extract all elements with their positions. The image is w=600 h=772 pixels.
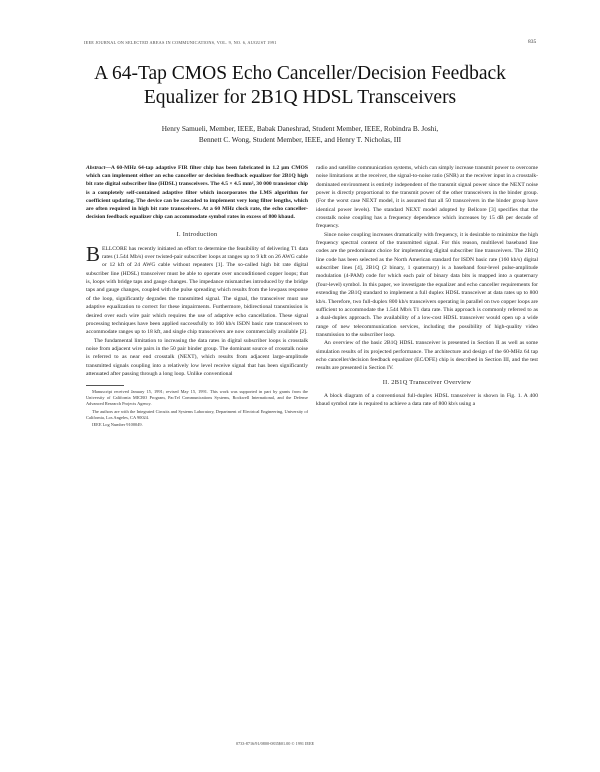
drop-cap: B (86, 241, 101, 266)
right-paragraph-2: Since noise coupling increases dramatically with frequency, it is desirable to minimize the high frequency spectral content of the transmitted signal. For this reason, multilevel baseband line codes are the predominant choice for implementing digital subscriber line transceivers. The 2B1Q line code has been selected as the North American standard for ISDN basic rate (160 kb/s) digital subscriber lines [4], 2B1Q (2 binary, 1 quaternary) is a baseband four-level pulse-amplitude modulation (4-PAM) code for which each pair of binary data bits is mapped into a quaternary (four-level) symbol. In this paper, we investigate the equalizer and echo canceller requirements for extending the 2B1Q standard to implement a full duplex HDSL transceiver at data rates up to 800 kb/s. Therefore, two full-duplex 800 kb/s transceivers operating in parallel on two copper loops are sufficient to accommodate the 1.544 Mb/s T1 data rate. This approach is commonly referred to as a dual-duplex approach. The availability of a low-cost HDSL transceiver would open up a wide range of new telecommunication services, including the possibility of high-quality video transmission to the subscriber loop. (316, 231, 538, 338)
abstract-lead: Abstract (86, 165, 106, 171)
abstract (86, 164, 308, 221)
paper-title: A 64-Tap CMOS Echo Canceller/Decision Feedback Equalizer for 2B1Q HDSL Transceivers (94, 63, 506, 108)
abstract-text: —A 60-MHz 64-tap adaptive FIR filter chip has been fabricated in 1.2 μm CMOS which can implement either an echo canceller or decision feedback equalizer for 2B1Q high bit rate digital subscriber line (HDSL) transceivers. The 4.5 × 4.5 mm², 30 000 transistor chip is a completely self-contained adaptive filter which incorporates the LMS algorithm for coefficient updating. The device can be cascaded to implement very long filter lengths, which are often required in high bit rate transceivers. At a 60 MHz clock rate, the echo canceller-decision feedback equalizer chip can accommodate symbol rates in excess of 800 kbaud. (86, 165, 308, 221)
authors-line-1: Henry Samueli, Member, IEEE, Babak Daneshrad, Student Member, IEEE, Robindra B. Joshi, (161, 124, 439, 133)
overview-paragraph-1: A block diagram of a conventional full-duplex HDSL transceiver is shown in Fig. 1. A 400 kbaud symbol rate is required to achieve a data rate of 800 kb/s using a (316, 392, 538, 408)
left-column (86, 164, 308, 428)
footnote-affiliation: The authors are with the Integrated Circuits and Systems Laboratory, Department of Electrical Engineering, University of California, Los Angeles, CA 90024. (86, 408, 308, 420)
copyright-line: 0733-8716/91/0800-0835$01.00 © 1991 IEEE (236, 741, 315, 746)
right-paragraph-1: radio and satellite communication systems, which can simply increase transmit power to overcome noise limitations at the receiver, the signal-to-noise ratio (SNR) at the receiver input in a crosstalk-dominated environment is entirely independent of the transmit signal power since the NEXT noise power is directly proportional to the transmit power of the other transceivers in the binder group. (For the worst case NEXT model, it is assumed that all 50 transceivers in the binder group have identical power levels). The standard NEXT model adopted by Bellcore [3] specifies that the crosstalk noise coupling has a frequency dependence which increases by 15 dB per decade of frequency. (316, 165, 538, 230)
intro-paragraph-2: The fundamental limitation to increasing the data rates in digital subscriber loops is crosstalk noise from adjacent wire pairs in the 50 pair binder group. The dominant source of crosstalk noise is referred to as near end crosstalk (NEXT), which results from adjacent large-amplitude transmitted signals coupling into a relatively low level receive signal that has been significantly attenuated after passing through a long loop. Unlike conventional (86, 337, 308, 377)
right-paragraph-3: An overview of the basic 2B1Q HDSL transceiver is presented in Section II as well as some simulation results of its projected performance. The architecture and design of the 60-MHz 64 tap echo canceller/decision feedback equalizer (EC/DFE) chip is described in Section III, and the test results are presented in Section IV. (316, 340, 538, 372)
intro-paragraph-1-text: ELLCORE has recently initiated an effort to determine the feasibility of delivering T1 data rates (1.544 Mb/s) over twisted-pair subscriber loops at ranges up to 9 kft on 26 AWG cable or 12 kft of 24 AWG cable without repeaters [1]. The so-called high bit rate digital subscriber line (HDSL) transceiver must be able to operate over unconditioned copper loops; that is, loops with bridge taps and gauge changes. The impedance mismatches introduced by the bridge taps and gauge changes, coupled with the pulse spreading which results from the lowpass response of the loop, significantly degrades the transmitted signal. The signal, the transceiver must use adaptive equalization to correct for these impairments. Furthermore, bidirectional transmission is desired over each wire pair which requires the use of adaptive echo cancellation. These signal processing techniques have been applied successfully to 160 kb/s ISDN basic rate transceivers to accommodate ranges up to 18 kft, and single chip transceivers are now commercially available [2]. (86, 245, 308, 336)
footnote-manuscript: Manuscript received January 15, 1991; revised May 15, 1991. This work was supported in part by grants from the University of California MICRO Program, PacTel Communications Systems, Rockwell International, and the Defense Advanced Research Projects Agency. (86, 389, 308, 407)
footnote-divider (86, 385, 124, 386)
authors-line-2: Bennett C. Wong, Student Member, IEEE, and Henry T. Nicholas, III (198, 134, 402, 144)
intro-paragraph-1 (86, 241, 308, 337)
footnote-log-number: IEEE Log Number 9100049. (92, 421, 143, 427)
section-heading-overview: II. 2B1Q Transceiver Overview (382, 378, 472, 386)
page-number: 835 (528, 39, 537, 45)
right-column (316, 164, 538, 409)
author-list (95, 124, 505, 145)
running-head: IEEE JOURNAL ON SELECTED AREAS IN COMMUNICATIONS, VOL. 9, NO. 6, AUGUST 1991 (84, 40, 277, 45)
section-heading-introduction: I. Introduction (176, 231, 218, 239)
